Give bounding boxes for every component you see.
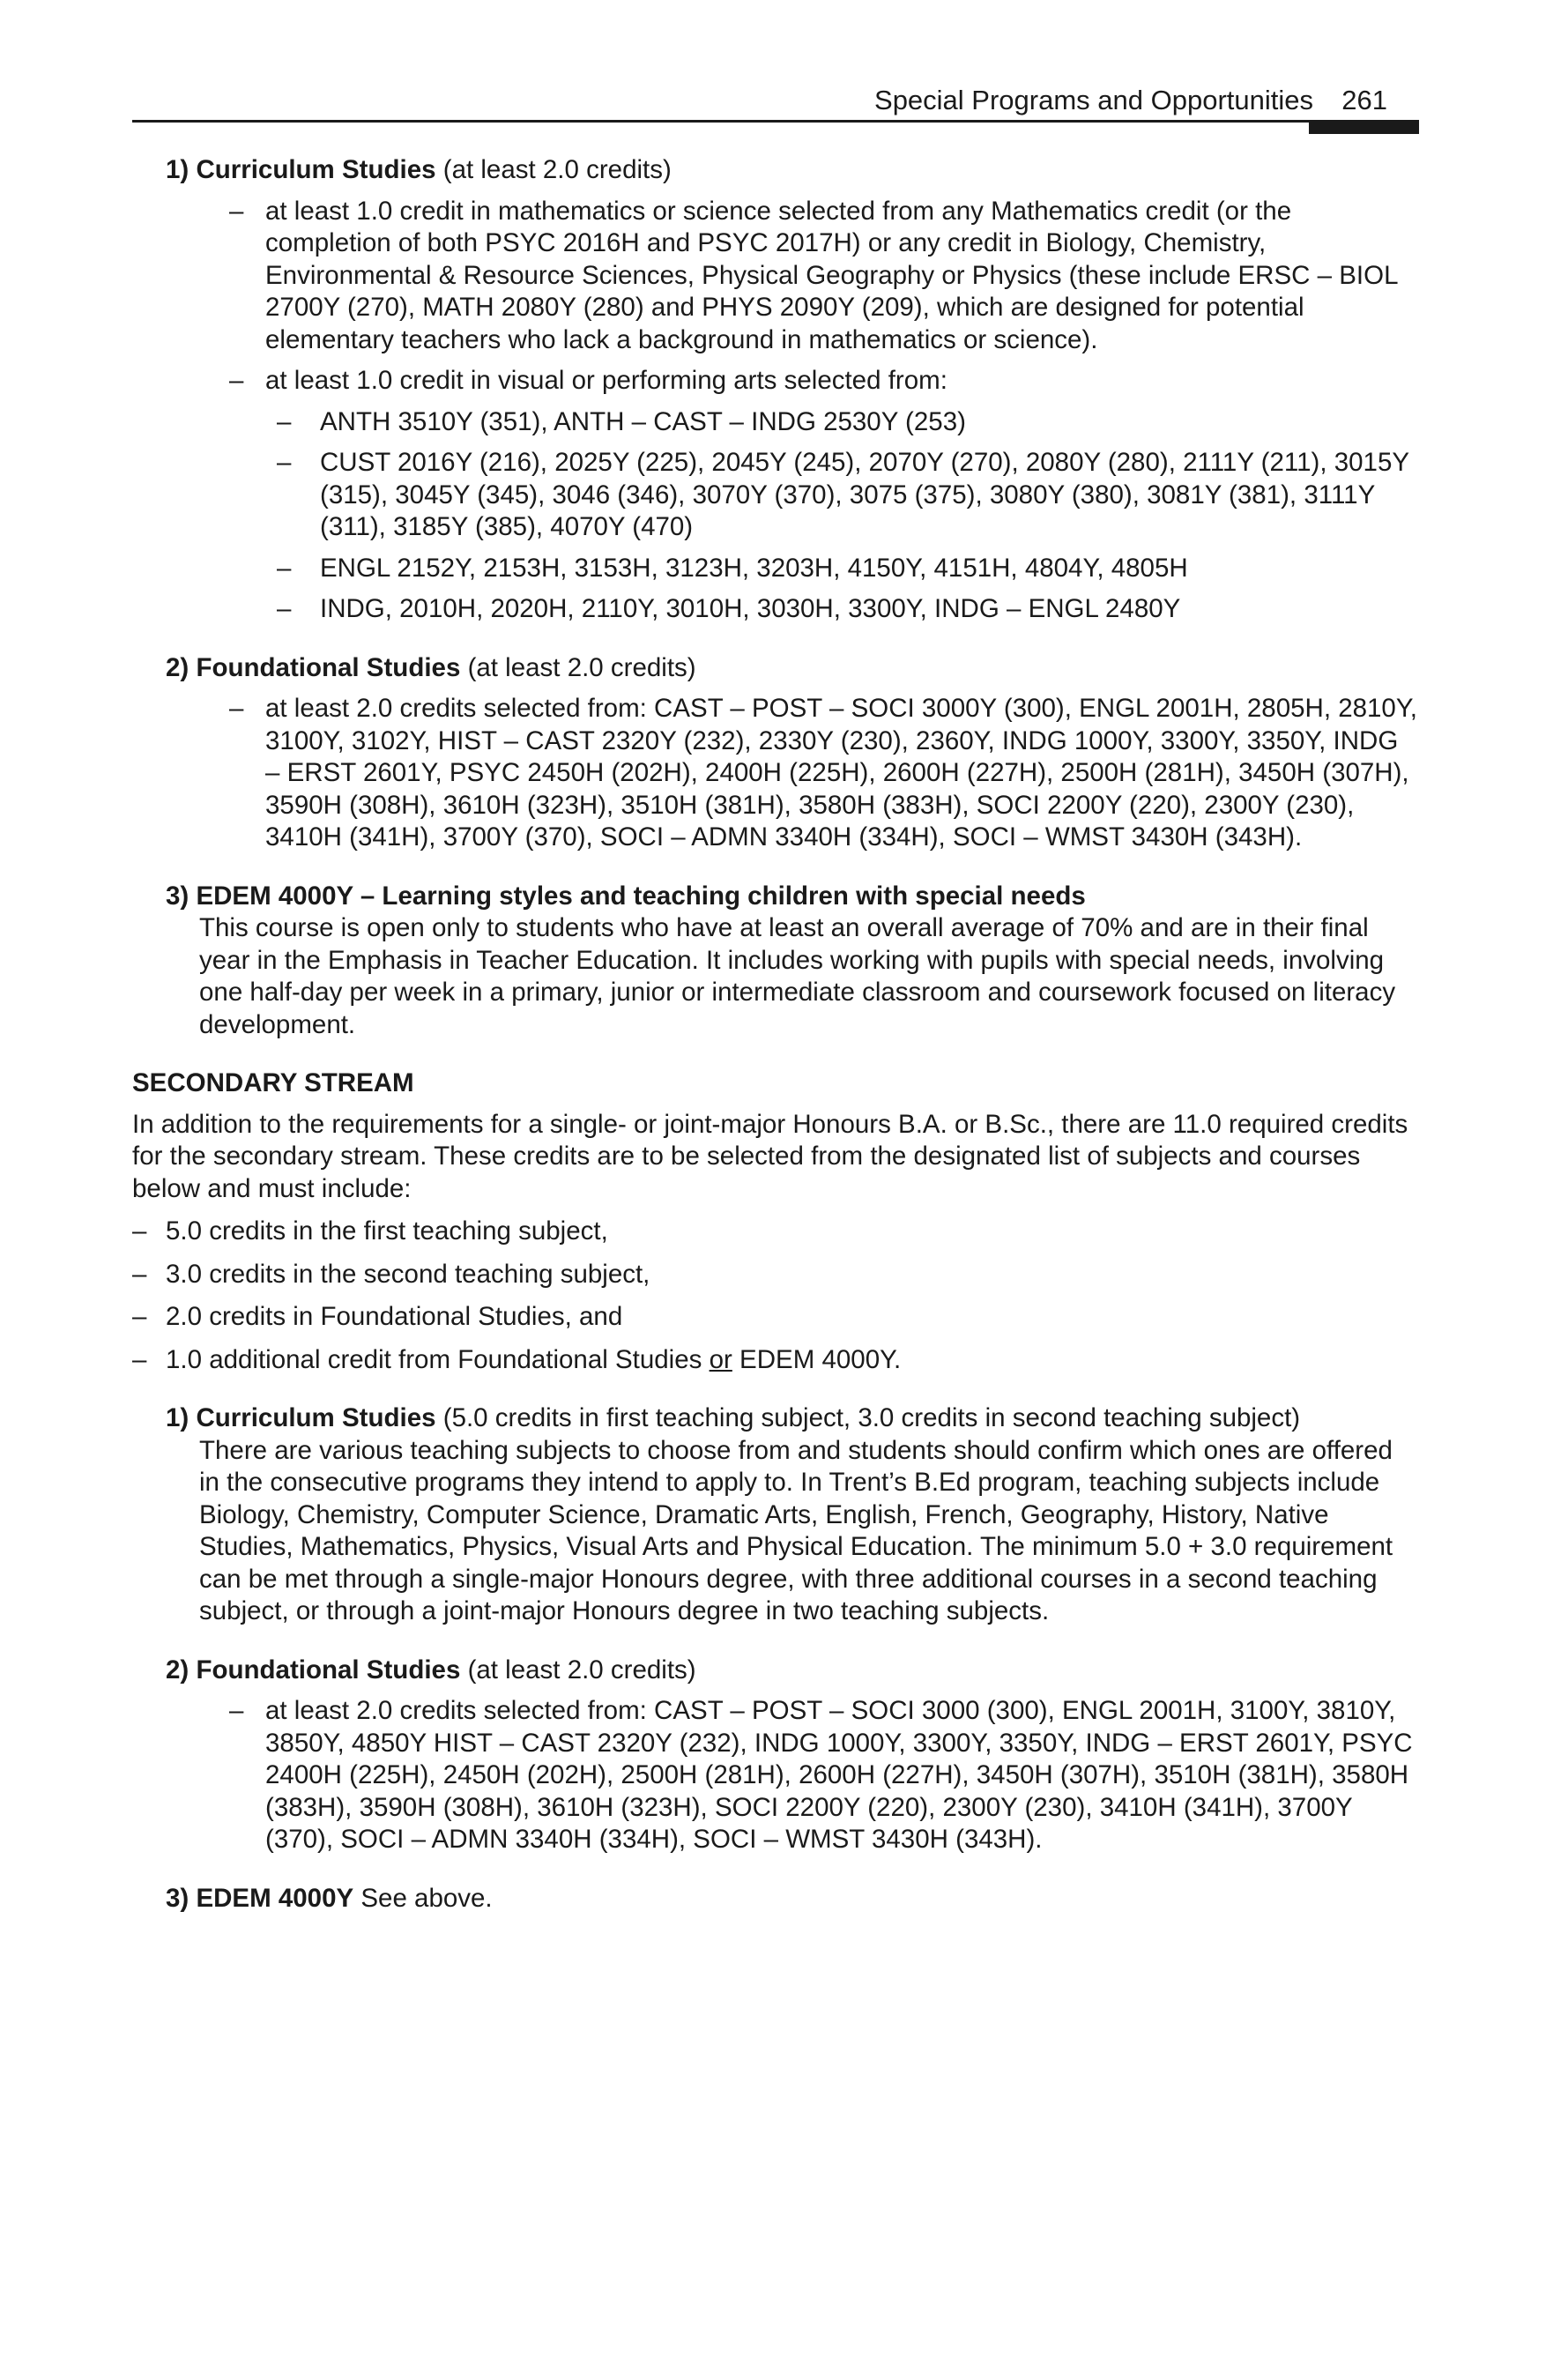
sub-list-item [166,593,1419,626]
sub-list-item [166,553,1419,585]
section-title: Foundational Studies [196,1655,461,1685]
section-number: 3) [166,881,189,911]
section-heading [166,652,1419,685]
section-title: Curriculum Studies [196,155,436,184]
list-item [166,196,1419,357]
list-item [166,693,1419,854]
dash-bullet: – [277,553,292,583]
section-heading [166,154,1419,187]
requirement-text: 3.0 credits in the second teaching subject, [166,1259,650,1289]
sub-list-item [166,447,1419,544]
requirement-item [132,1259,1419,1291]
section-body: There are various teaching subjects to choose from and students should confirm which ones are offered in the consecutive programs they intend to apply to. In Trent’s B.Ed program, teaching subjects include Biology, Chemistry, Computer Science, Dramatic Arts, English, French, Geography, History, Native Studies, Mathematics, Physics, Visual Arts and Physical Education. The minimum 5.0 + 3.0 requirement can be met through a single-major Honours degree, with three additional courses in a second teaching subject, or through a joint-major Honours degree in two teaching subjects. [199,1435,1393,1625]
section-number: 2) [166,1655,189,1685]
elementary-foundational-studies [132,652,1419,854]
dash-bullet: – [277,406,292,436]
section-number: 2) [166,652,189,682]
secondary-stream [132,1067,1419,1376]
section-note: (at least 2.0 credits) [467,1655,696,1685]
section-heading [166,1402,1419,1435]
list-item-text: at least 1.0 credit in visual or performing arts selected from: [265,366,947,395]
section-body: This course is open only to students who have at least an overall average of 70% and are in their final year in the Emphasis in Teacher Education. It includes working with pupils with special needs, involving one half-day per week in a primary, junior or intermediate classroom and coursework focused on literacy development. [199,913,1396,1039]
requirement-item [132,1301,1419,1334]
section-title: Foundational Studies [196,652,461,682]
section-heading [166,881,1419,913]
section-number: 3) [166,1883,189,1913]
section-note: (at least 2.0 credits) [467,652,696,682]
dash-bullet: – [132,1302,147,1331]
section-title: Curriculum Studies [196,1403,436,1432]
dash-bullet: – [229,1696,244,1725]
stream-intro: In addition to the requirements for a single- or joint-major Honours B.A. or B.Sc., there are 11.0 required credits for the secondary stream. These credits are to be selected from the designated list of subjects and courses below and must include: [132,1109,1408,1203]
requirement-item [132,1216,1419,1248]
secondary-foundational-studies [132,1655,1419,1856]
dash-bullet: – [229,196,244,226]
page-number: 261 [1341,85,1387,115]
running-title: Special Programs and Opportunities [874,85,1313,115]
section-number: 1) [166,1403,189,1432]
sub-list-item-text: CUST 2016Y (216), 2025Y (225), 2045Y (245), 2070Y (270), 2080Y (280), 2111Y (211), 3015Y (315), 3045Y (345), 3046 (346), 3070Y (370), 3075 (375), 3080Y (380), 3081Y (381), 3111Y (311), 3185Y (385), 4070Y (470) [320,448,1409,541]
list-item-text: at least 2.0 credits selected from: CAST – POST – SOCI 3000Y (300), ENGL 2001H, 2805H, 2810Y, 3100Y, 3102Y, HIST – CAST 2320Y (232), 2330Y (230), 2360Y, INDG 1000Y, 3300Y, 3350Y, INDG – ERST 2601Y, PSYC 2450H (202H), 2400H (225H), 2600H (227H), 2500H (281H), 3450H (307H), 3590H (308H), 3610H (323H), 3510H (381H), 3580H (383H), SOCI 2200Y (220), 2300Y (230), 3410H (341H), 3700Y (370), SOCI – ADMN 3340H (334H), SOCI – WMST 3430H (343H). [265,694,1417,852]
requirement-text: 1.0 additional credit from Foundational Studies [166,1344,702,1374]
underlined-or: or [709,1344,732,1374]
elementary-curriculum-studies [132,154,1419,626]
requirement-text-end: EDEM 4000Y. [739,1344,902,1374]
section-heading [166,1655,1419,1687]
page-content [132,154,1419,1941]
requirement-text: 5.0 credits in the first teaching subject, [166,1216,608,1246]
header-tab-marker [1309,120,1419,134]
list-item-text: at least 1.0 credit in mathematics or science selected from any Mathematics credit (or the completion of both PSYC 2016H and PSYC 2017H) or any credit in Biology, Chemistry, Environmental & Resource Sciences, Physical Geography or Physics (these include ERSC – BIOL 2700Y (270), MATH 2080Y (280) and PHYS 2090Y (209), which are designed for potential elementary teachers who lack a background in mathematics or science). [265,196,1398,354]
dash-bullet: – [132,1344,147,1374]
sub-list-item-text: ENGL 2152Y, 2153H, 3153H, 3123H, 3203H, 4150Y, 4151H, 4804Y, 4805H [320,553,1188,583]
section-note: See above. [360,1883,493,1913]
secondary-curriculum-studies [132,1402,1419,1628]
section-number: 1) [166,155,189,184]
list-item-text: at least 2.0 credits selected from: CAST – POST – SOCI 3000 (300), ENGL 2001H, 3100Y, 3810Y, 3850Y, 4850Y HIST – CAST 2320Y (232), INDG 1000Y, 3300Y, 3350Y, INDG – ERST 2601Y, PSYC 2400H (225H), 2450H (202H), 2500H (281H), 2600H (227H), 3450H (307H), 3510H (381H), 3580H (383H), 3590H (308H), 3610H (323H), SOCI 2200Y (220), 2300Y (230), 3410H (341H), 3700Y (370), SOCI – ADMN 3340H (334H), SOCI – WMST 3430H (343H). [265,1696,1413,1854]
dash-bullet: – [132,1259,147,1289]
list-item [166,365,1419,398]
section-note: (5.0 credits in first teaching subject, 3.0 credits in second teaching subject) [442,1403,1301,1432]
sub-list-item-text: INDG, 2010H, 2020H, 2110Y, 3010H, 3030H, 3300Y, INDG – ENGL 2480Y [320,594,1181,623]
stream-heading: SECONDARY STREAM [132,1068,414,1097]
requirement-text: 2.0 credits in Foundational Studies, and [166,1302,623,1331]
requirement-item [132,1344,1419,1377]
dash-bullet: – [132,1216,147,1246]
page-header [132,78,1419,123]
dash-bullet: – [277,448,292,477]
secondary-edem-course [132,1883,1419,1915]
section-heading [166,1883,1419,1915]
section-note: (at least 2.0 credits) [442,155,672,184]
sub-list-item-text: ANTH 3510Y (351), ANTH – CAST – INDG 2530Y (253) [320,406,966,436]
section-title: EDEM 4000Y [196,1883,354,1913]
dash-bullet: – [229,694,244,723]
elementary-edem-course [132,881,1419,1042]
section-title: EDEM 4000Y – Learning styles and teaching children with special needs [196,881,1086,911]
dash-bullet: – [277,594,292,623]
dash-bullet: – [229,366,244,395]
sub-list-item [166,406,1419,439]
list-item [166,1695,1419,1856]
